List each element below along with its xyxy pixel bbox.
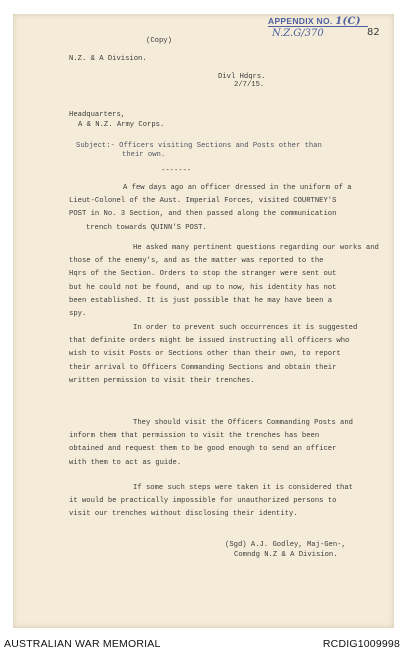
paragraph-3 <box>69 322 357 388</box>
copy-label: (Copy) <box>146 37 172 45</box>
divider: ------- <box>161 167 192 175</box>
paragraph-line: inform them that permission to visit the trenches has been <box>69 432 320 441</box>
paragraph-line: A few days ago an officer dressed in the uniform of a <box>123 184 352 192</box>
paragraph-line: Lieut-Colonel of the Aust. Imperial Forces, visited COURTNEY'S <box>69 197 337 206</box>
paragraph-1 <box>69 182 352 235</box>
footer-source: AUSTRALIAN WAR MEMORIAL <box>4 638 161 650</box>
paragraph-line: written permission to visit their trenches. <box>69 376 255 385</box>
paragraph-line: those of the enemy's, and as the matter was reported to the <box>69 257 324 266</box>
reference-number: N.Z.G/370 <box>272 28 324 39</box>
paragraph-line: If some such steps were taken it is considered that <box>133 484 353 492</box>
paragraph-line: visit our trenches without disclosing their identity. <box>69 510 298 519</box>
paragraph-line: with them to act as guide. <box>69 458 182 467</box>
appendix-label: APPENDIX NO. 1(C) <box>268 16 361 27</box>
paragraph-line: that definite orders might be issued instructing all officers who <box>69 337 350 346</box>
paragraph-line: trench towards QUINN'S POST. <box>86 223 207 232</box>
page-number: 82 <box>367 27 380 38</box>
paragraph-line: it would be practically impossible for unauthorized persons to <box>69 497 337 506</box>
paragraph-2 <box>69 242 379 321</box>
paragraph-line: but he could not be found, and up to now, his identity has not <box>69 283 337 292</box>
stamp-rule <box>268 26 368 27</box>
paragraph-line: They should visit the Officers Commanding Posts and <box>133 419 353 427</box>
appendix-stamp <box>268 16 376 42</box>
paragraph-line: spy. <box>69 310 87 319</box>
division-heading: N.Z. & A Division. <box>69 55 147 63</box>
paragraph-line: Hqrs of the Section. Orders to stop the stranger were sent out <box>69 270 337 279</box>
document-page <box>13 14 394 628</box>
recipient-line-2: A & N.Z. Army Corps. <box>78 121 165 129</box>
paragraph-5 <box>69 482 353 522</box>
paragraph-line: their arrival to Officers Commanding Sections and obtain their <box>69 363 337 372</box>
subject-line-2: their own. <box>122 151 166 159</box>
subject-line-1: Subject:- Officers visiting Sections and Posts other than <box>76 142 322 150</box>
paragraph-line: He asked many pertinent questions regarding our works and <box>133 244 379 252</box>
date-line: 2/7/15. <box>234 81 265 89</box>
signature-line-1: (Sgd) A.J. Godley, Maj-Gen-, <box>225 541 346 549</box>
paragraph-line: In order to prevent such occurrences it is suggested <box>133 324 358 332</box>
appendix-number: 1(C) <box>335 16 361 27</box>
paragraph-line: POST in No. 3 Section, and then passed along the communication <box>69 210 337 219</box>
paragraph-line: wish to visit Posts or Sections other than their own, to report <box>69 350 341 359</box>
place-line: Divl Hdqrs. <box>218 73 266 81</box>
recipient-line-1: Headquarters, <box>69 111 126 119</box>
footer-record-id: RCDIG1009998 <box>322 638 400 650</box>
signature-line-2: Comndg N.Z & A Division. <box>234 551 338 559</box>
paragraph-line: obtained and request them to be good enough to send an officer <box>69 445 337 454</box>
paragraph-4 <box>69 417 353 470</box>
paragraph-line: been established. It is just possible that he may have been a <box>69 296 333 305</box>
